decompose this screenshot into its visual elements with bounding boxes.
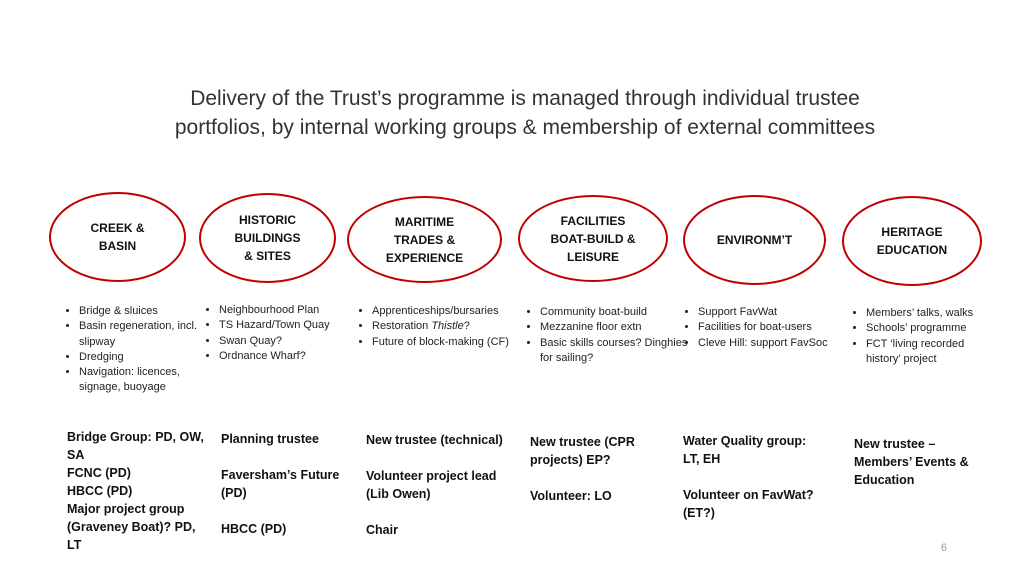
- list-item: • Basin regeneration, incl. slipway: [79, 319, 207, 350]
- list-item: • Cleve Hill: support FavSoc: [698, 336, 843, 351]
- heritage-education-people: New trustee – Members’ Events & Education: [854, 437, 969, 487]
- historic-buildings-people: Planning trustee Faversham’s Future (PD) HBCC (PD): [221, 432, 340, 536]
- portfolio-heritage-education: HERITAGE EDUCATION: [842, 196, 982, 286]
- list-item: • Restoration Thistle?: [372, 319, 532, 334]
- list-item: • Members’ talks, walks: [866, 306, 996, 321]
- list-item: • Future of block-making (CF): [372, 335, 532, 350]
- portfolio-creek-basin: CREEK & BASIN: [49, 192, 186, 282]
- list-item: • Community boat-build: [540, 305, 690, 320]
- list-item: • Swan Quay?: [219, 334, 359, 349]
- list-item: • Ordnance Wharf?: [219, 349, 359, 364]
- list-item: • Facilities for boat-users: [698, 320, 843, 335]
- environment-bullets: [682, 305, 843, 351]
- list-item: • Schools’ programme: [866, 321, 996, 336]
- list-item: • Basic skills courses? Dinghies for sailing?: [540, 336, 690, 367]
- list-item: • Navigation: licences, signage, buoyage: [79, 365, 207, 396]
- page-number: 6: [940, 542, 947, 554]
- maritime-trades-people: New trustee (technical) Volunteer project lead (Lib Owen) Chair: [366, 433, 503, 537]
- list-item: • Support FavWat: [698, 305, 843, 320]
- heritage-education-bullets: [850, 306, 996, 367]
- list-item: • Dredging: [79, 350, 207, 365]
- list-item: • FCT ‘living recorded history’ project: [866, 337, 996, 368]
- creek-basin-people: Bridge Group: PD, OW, SA FCNC (PD) HBCC (PD) Major project group (Graveney Boat)? PD, LT: [67, 430, 204, 552]
- list-item: • Bridge & sluices: [79, 304, 207, 319]
- facilities-people: New trustee (CPR projects) EP? Volunteer: LO: [530, 435, 635, 503]
- portfolio-historic-buildings: HISTORIC BUILDINGS & SITES: [199, 193, 336, 283]
- list-item: • TS Hazard/Town Quay: [219, 318, 359, 333]
- portfolio-facilities: FACILITIES BOAT-BUILD & LEISURE: [518, 195, 668, 282]
- portfolio-environment: ENVIRONM’T: [683, 195, 826, 285]
- portfolio-maritime-trades: MARITIME TRADES & EXPERIENCE: [347, 196, 502, 283]
- historic-buildings-bullets: [203, 303, 359, 364]
- creek-basin-bullets: [63, 304, 207, 396]
- facilities-bullets: [524, 305, 690, 366]
- list-item: • Neighbourhood Plan: [219, 303, 359, 318]
- list-item: • Mezzanine floor extn: [540, 320, 690, 335]
- page-title: Delivery of the Trust’s programme is managed through individual trustee portfolios, by internal working groups & membership of external committees: [174, 87, 876, 139]
- list-item: • Apprenticeships/bursaries: [372, 304, 532, 319]
- maritime-trades-bullets: [356, 304, 532, 350]
- environment-people: Water Quality group: LT, EH Volunteer on FavWat? (ET?): [683, 434, 814, 520]
